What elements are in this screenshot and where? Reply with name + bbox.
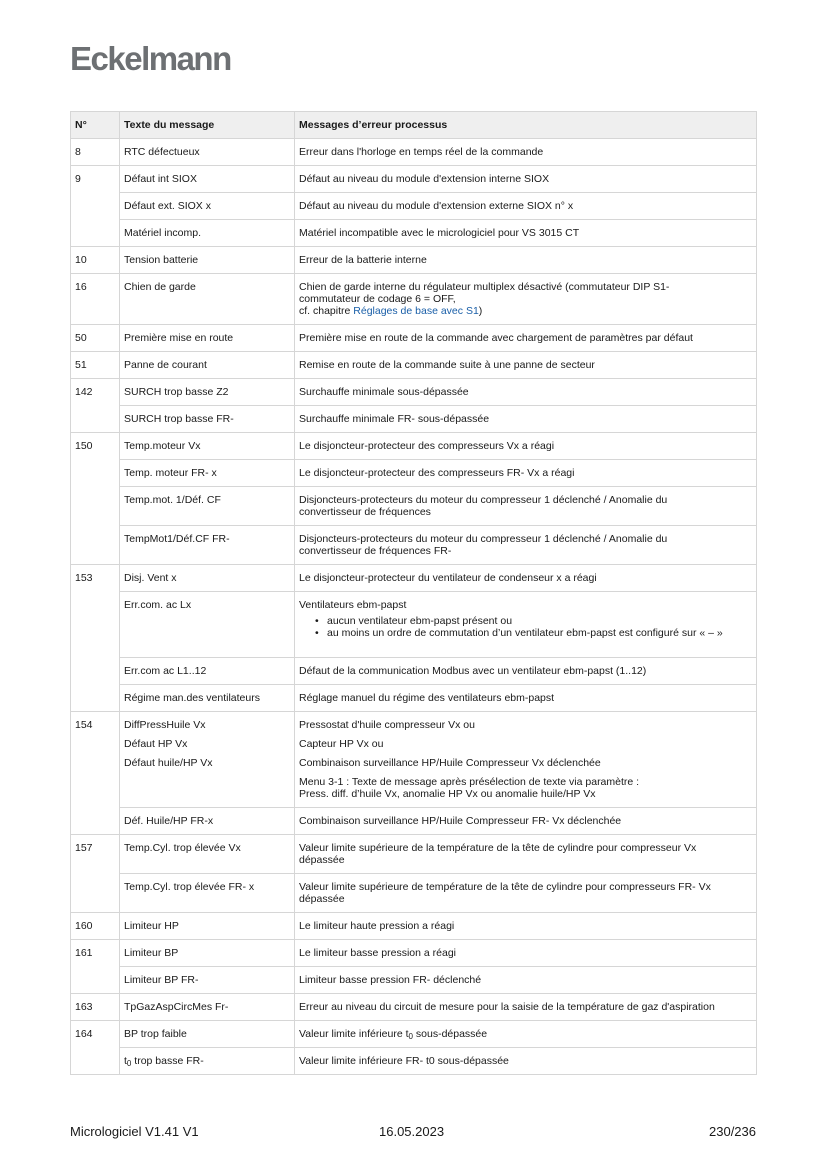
table-row [71, 325, 757, 352]
row-message-text [120, 1048, 295, 1075]
row-description: Surchauffe minimale FR- sous-dépassée [295, 406, 757, 433]
row-message-text: Temp.moteur Vx [120, 433, 295, 460]
table-row [71, 274, 757, 325]
row-number: 16 [71, 274, 120, 325]
list-item: • aucun ventilateur ebm-papst présent ou [327, 615, 752, 627]
description-line: Ventilateurs ebm-papst [299, 599, 407, 611]
basic-settings-s1-link[interactable]: Réglages de base avec S1 [353, 305, 479, 317]
row-description: Remise en route de la commande suite à une panne de secteur [295, 352, 757, 379]
header-message-text: Texte du message [120, 112, 295, 139]
row-message-text: Panne de courant [120, 352, 295, 379]
footer-date: 16.05.2023 [379, 1124, 445, 1139]
company-logo: Eckelmann [70, 40, 231, 77]
description-text: Valeur limite inférieure t [299, 1028, 409, 1040]
row-message-text: Temp.Cyl. trop élevée Vx [120, 835, 295, 874]
table-row [71, 526, 757, 565]
description-text: cf. chapitre [299, 305, 354, 317]
table-row [71, 940, 757, 967]
description-line: dépassée [299, 854, 345, 866]
table-row [71, 406, 757, 433]
error-message-table [70, 111, 757, 1075]
table-row [71, 166, 757, 193]
row-description: Surchauffe minimale sous-dépassée [295, 379, 757, 406]
list-item: • au moins un ordre de commutation d’un ventilateur ebm-papst est configuré sur « – » [327, 627, 752, 639]
row-description: Le limiteur basse pression a réagi [295, 940, 757, 967]
row-number: 163 [71, 994, 120, 1021]
row-message-text: Matériel incomp. [120, 220, 295, 247]
footer-firmware-version: Micrologiciel V1.41 V1 [70, 1124, 199, 1139]
bullet-list [299, 615, 752, 639]
row-message-text: Temp.mot. 1/Déf. CF [120, 487, 295, 526]
row-number: 9 [71, 166, 120, 193]
table-row [71, 1048, 757, 1075]
row-description: Limiteur basse pression FR- déclenché [295, 967, 757, 994]
description-line: commutateur de codage 6 = OFF, [299, 293, 456, 305]
row-message-text [120, 712, 295, 808]
row-message-text: Défaut ext. SIOX x [120, 193, 295, 220]
table-row [71, 967, 757, 994]
row-message-text: Déf. Huile/HP FR-x [120, 808, 295, 835]
row-message-text: Err.com. ac Lx [120, 592, 295, 658]
description-line: convertisseur de fréquences [299, 506, 431, 518]
table-row [71, 835, 757, 874]
row-description: Matériel incompatible avec le micrologiciel pour VS 3015 CT [295, 220, 757, 247]
row-number: 157 [71, 835, 120, 874]
description-line: Capteur HP Vx ou [299, 738, 384, 750]
table-row [71, 592, 757, 658]
row-number [71, 1048, 120, 1075]
row-number [71, 220, 120, 247]
row-number [71, 685, 120, 712]
table-row [71, 874, 757, 913]
row-message-text: Chien de garde [120, 274, 295, 325]
row-description: Le disjoncteur-protecteur des compresseurs FR- Vx a réagi [295, 460, 757, 487]
row-message-text: Limiteur BP [120, 940, 295, 967]
row-description [295, 712, 757, 808]
table-row [71, 193, 757, 220]
row-description: Défaut de la communication Modbus avec un ventilateur ebm-papst (1..12) [295, 658, 757, 685]
table-row [71, 913, 757, 940]
row-message-text: Err.com ac L1..12 [120, 658, 295, 685]
row-description [295, 274, 757, 325]
table-row [71, 460, 757, 487]
row-number: 161 [71, 940, 120, 967]
table-row [71, 433, 757, 460]
row-message-text: Temp. moteur FR- x [120, 460, 295, 487]
row-message-text: Limiteur HP [120, 913, 295, 940]
description-line: convertisseur de fréquences FR- [299, 545, 452, 557]
row-number [71, 526, 120, 565]
table-row [71, 685, 757, 712]
message-text-line: DiffPressHuile Vx [124, 719, 206, 731]
row-number [71, 487, 120, 526]
subscript: 0 [126, 1059, 132, 1068]
row-message-text: SURCH trop basse FR- [120, 406, 295, 433]
row-message-text: BP trop faible [120, 1021, 295, 1048]
row-number: 10 [71, 247, 120, 274]
row-description [295, 1021, 757, 1048]
description-line [299, 305, 752, 317]
row-message-text: RTC défectueux [120, 139, 295, 166]
row-description: Réglage manuel du régime des ventilateurs ebm-papst [295, 685, 757, 712]
row-number: 153 [71, 565, 120, 592]
row-number: 160 [71, 913, 120, 940]
row-message-text: Limiteur BP FR- [120, 967, 295, 994]
row-description: Le disjoncteur-protecteur des compresseurs Vx a réagi [295, 433, 757, 460]
table-header-row [71, 112, 757, 139]
message-text: t [124, 1055, 127, 1067]
row-description: Erreur dans l'horloge en temps réel de la commande [295, 139, 757, 166]
table-row [71, 220, 757, 247]
table-row [71, 487, 757, 526]
table-row [71, 808, 757, 835]
description-line: Pressostat d'huile compresseur Vx ou [299, 719, 475, 731]
description-line: Valeur limite supérieure de la température de la tête de cylindre pour compresseur Vx [299, 842, 697, 854]
table-row [71, 352, 757, 379]
table-row [71, 658, 757, 685]
table-row [71, 379, 757, 406]
table-row [71, 565, 757, 592]
row-description: Le limiteur haute pression a réagi [295, 913, 757, 940]
row-message-text: Première mise en route [120, 325, 295, 352]
row-number: 164 [71, 1021, 120, 1048]
description-line: Combinaison surveillance HP/Huile Compresseur Vx déclenchée [299, 757, 601, 769]
row-description [295, 835, 757, 874]
row-message-text: TempMot1/Déf.CF FR- [120, 526, 295, 565]
row-description [295, 874, 757, 913]
row-number: 150 [71, 433, 120, 460]
row-description: Défaut au niveau du module d'extension interne SIOX [295, 166, 757, 193]
description-line: Chien de garde interne du régulateur multiplex désactivé (commutateur DIP S1- [299, 281, 670, 293]
row-number [71, 460, 120, 487]
row-description: Le disjoncteur-protecteur du ventilateur de condenseur x a réagi [295, 565, 757, 592]
row-number [71, 874, 120, 913]
description-line: dépassée [299, 893, 345, 905]
description-line: Valeur limite supérieure de température de la tête de cylindre pour compresseurs FR- Vx [299, 881, 711, 893]
row-number: 142 [71, 379, 120, 406]
row-description: Première mise en route de la commande avec chargement de paramètres par défaut [295, 325, 757, 352]
description-text: ) [478, 305, 483, 317]
row-message-text: Temp.Cyl. trop élevée FR- x [120, 874, 295, 913]
row-description [295, 526, 757, 565]
header-number: N° [71, 112, 120, 139]
table-row [71, 1021, 757, 1048]
message-text-line: Défaut huile/HP Vx [124, 757, 213, 769]
row-number: 8 [71, 139, 120, 166]
description-line: Menu 3-1 : Texte de message après présélection de texte via paramètre : [299, 776, 640, 788]
row-description: Combinaison surveillance HP/Huile Compresseur FR- Vx déclenchée [295, 808, 757, 835]
row-message-text: Disj. Vent x [120, 565, 295, 592]
header-process-errors: Messages d’erreur processus [295, 112, 757, 139]
row-message-text: SURCH trop basse Z2 [120, 379, 295, 406]
row-number: 154 [71, 712, 120, 808]
row-number [71, 967, 120, 994]
description-line: Disjoncteurs-protecteurs du moteur du compresseur 1 déclenché / Anomalie du [299, 494, 668, 506]
row-message-text: Tension batterie [120, 247, 295, 274]
row-description [295, 487, 757, 526]
row-number: 51 [71, 352, 120, 379]
row-message-text: TpGazAspCircMes Fr- [120, 994, 295, 1021]
footer-page-number: 230/236 [709, 1124, 756, 1139]
row-number [71, 592, 120, 658]
row-message-text: Défaut int SIOX [120, 166, 295, 193]
table-row [71, 139, 757, 166]
description-line: Disjoncteurs-protecteurs du moteur du compresseur 1 déclenché / Anomalie du [299, 533, 668, 545]
table-row [71, 712, 757, 808]
description-line: Press. diff. d’huile Vx, anomalie HP Vx ou anomalie huile/HP Vx [299, 788, 596, 800]
table-row [71, 994, 757, 1021]
row-number [71, 193, 120, 220]
row-number [71, 406, 120, 433]
row-description: Défaut au niveau du module d'extension externe SIOX n° x [295, 193, 757, 220]
row-number: 50 [71, 325, 120, 352]
row-description: Valeur limite inférieure FR- t0 sous-dépassée [295, 1048, 757, 1075]
row-message-text: Régime man.des ventilateurs [120, 685, 295, 712]
row-description [295, 592, 757, 658]
row-description: Erreur de la batterie interne [295, 247, 757, 274]
table-row [71, 247, 757, 274]
message-text: trop basse FR- [131, 1055, 204, 1067]
description-text: sous-dépassée [412, 1028, 488, 1040]
row-number [71, 808, 120, 835]
row-number [71, 658, 120, 685]
subscript: 0 [408, 1032, 413, 1041]
row-description: Erreur au niveau du circuit de mesure pour la saisie de la température de gaz d'aspiration [295, 994, 757, 1021]
message-text-line: Défaut HP Vx [124, 738, 188, 750]
